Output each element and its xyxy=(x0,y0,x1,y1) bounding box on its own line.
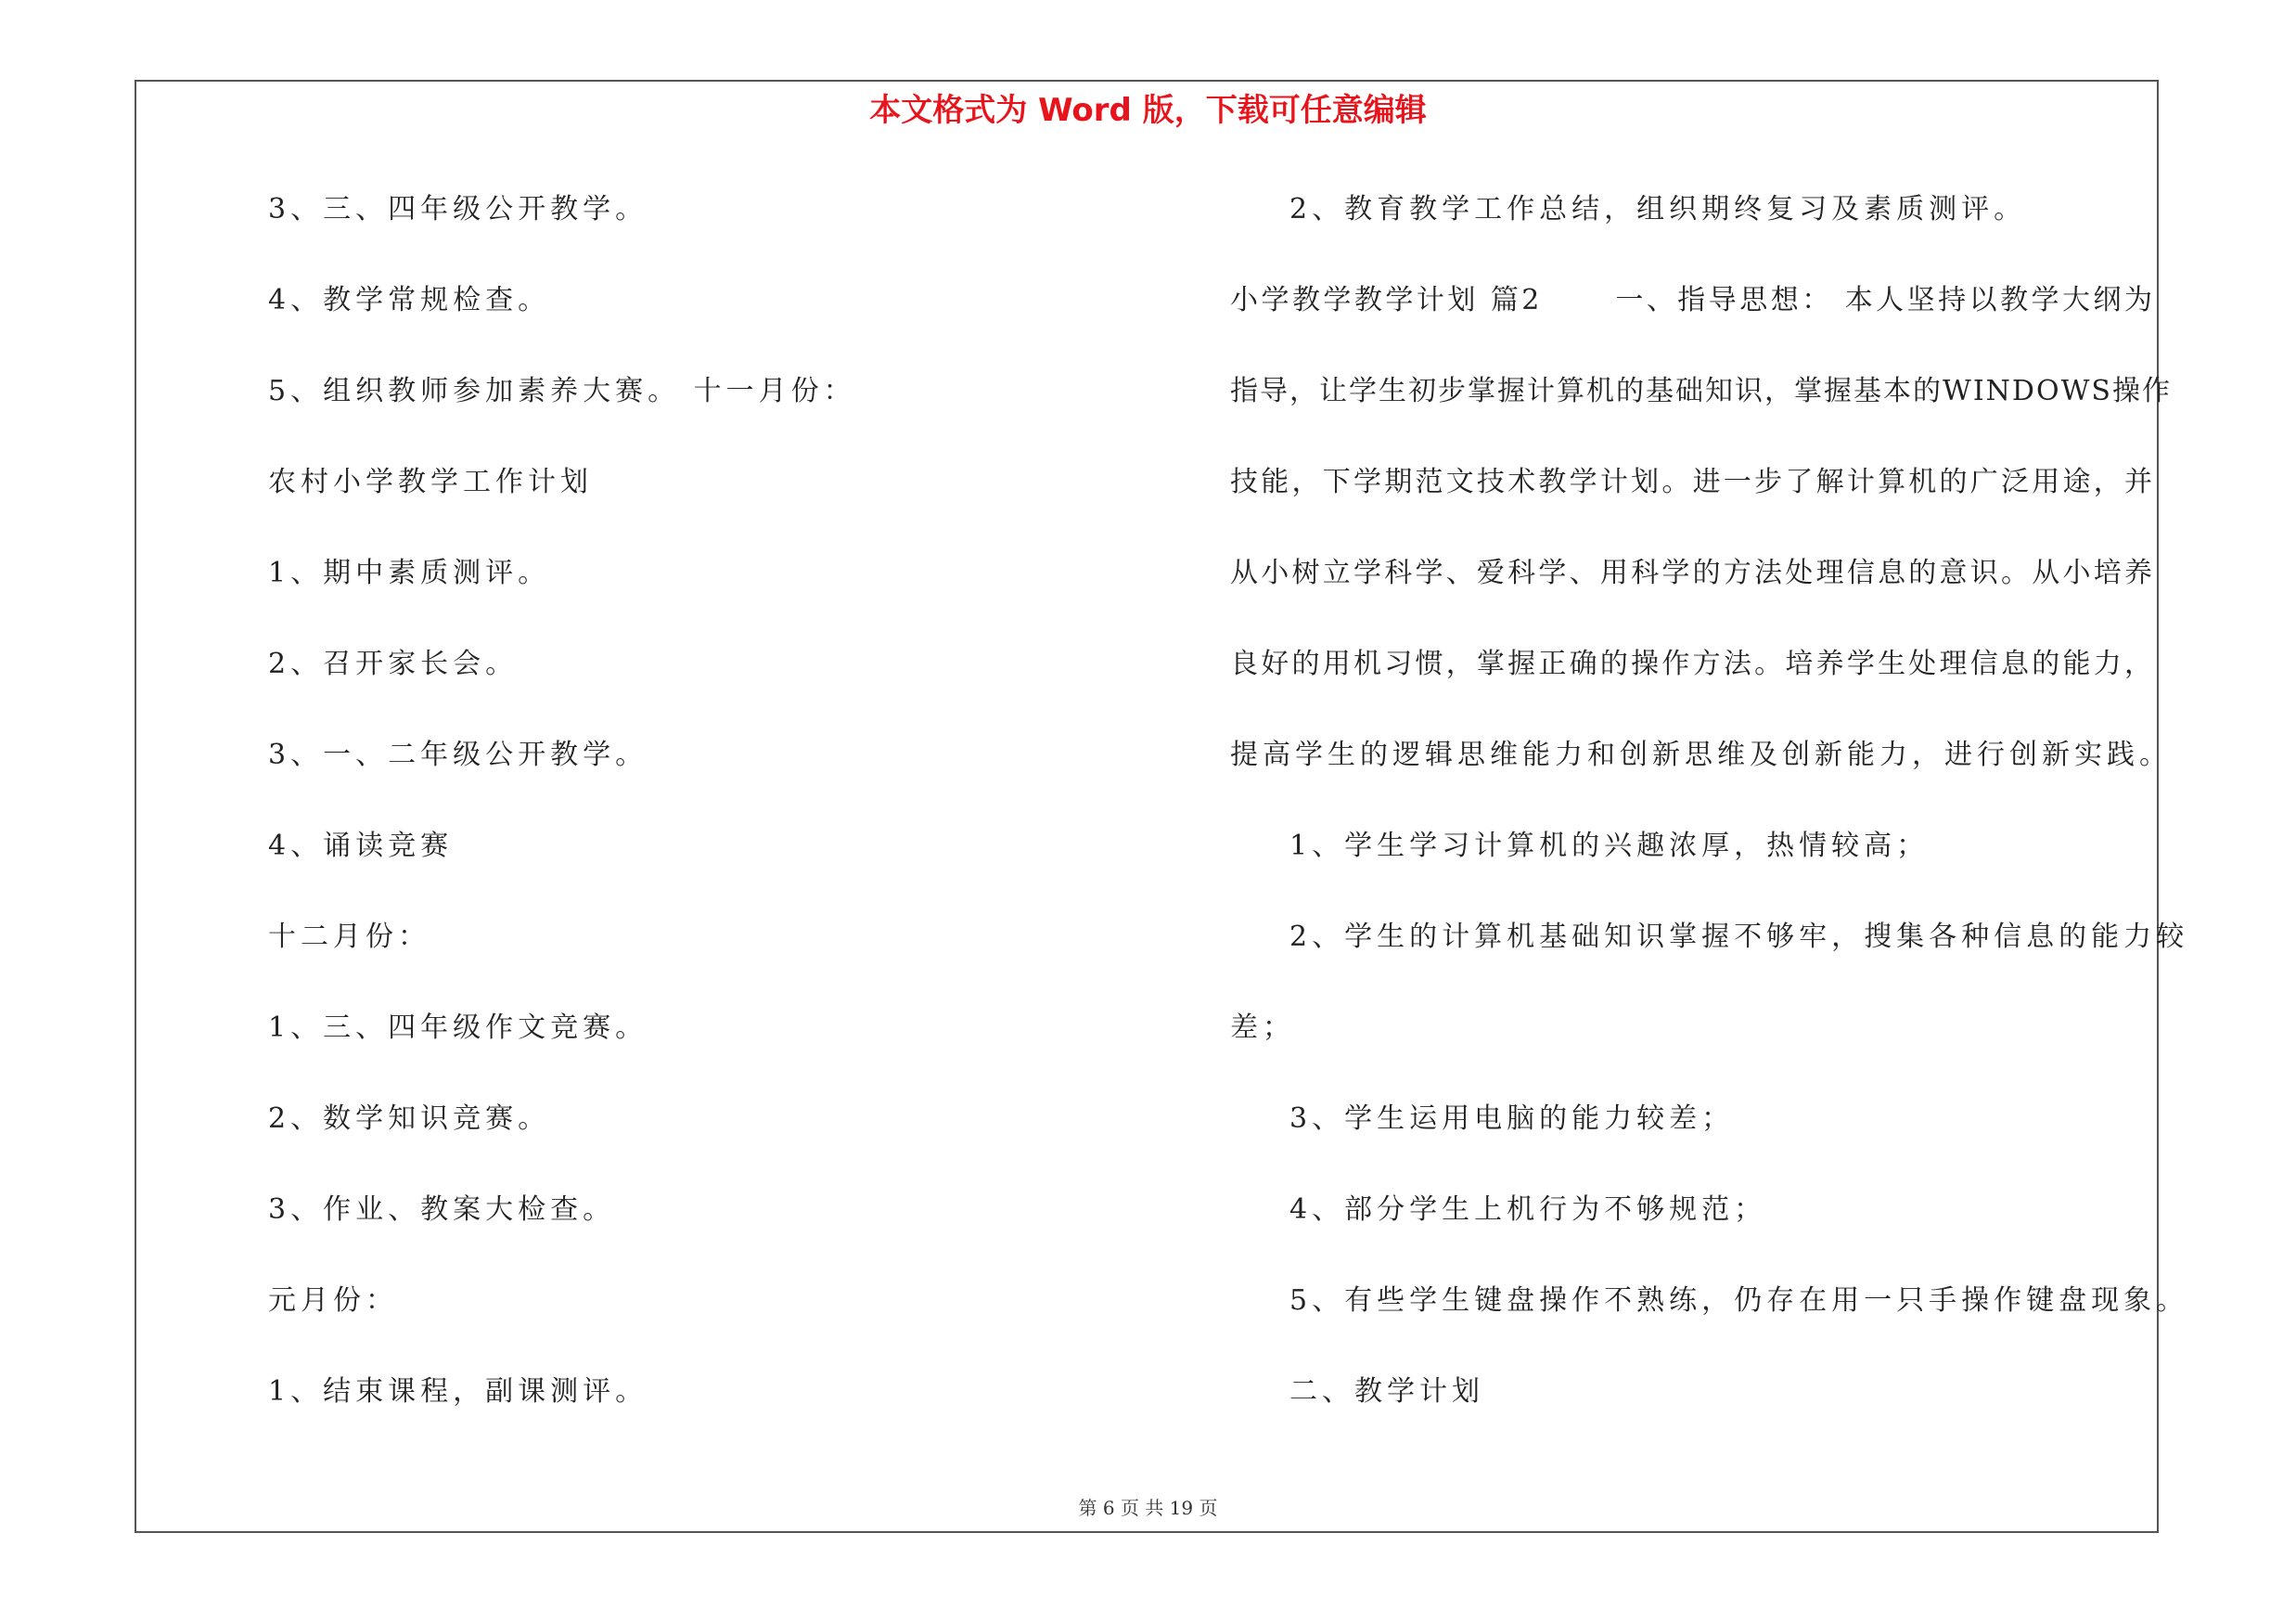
left-line-5: 1、期中素质测评。 xyxy=(268,557,551,589)
right-line-12: 4、部分学生上机行为不够规范； xyxy=(1289,1193,1767,1226)
right-line-10: 差； xyxy=(1230,1011,1295,1044)
left-line-11: 2、数学知识竞赛。 xyxy=(268,1102,551,1135)
left-line-3: 5、组织教师参加素养大赛。 十一月份： xyxy=(268,375,856,407)
right-line-9: 2、学生的计算机基础知识掌握不够牢，搜集各种信息的能力较 xyxy=(1289,921,2189,953)
right-line-11: 3、学生运用电脑的能力较差； xyxy=(1289,1102,1735,1135)
left-line-1: 3、三、四年级公开教学。 xyxy=(268,193,648,225)
left-line-10: 1、三、四年级作文竞赛。 xyxy=(268,1011,648,1044)
right-line-13: 5、有些学生键盘操作不熟练，仍存在用一只手操作键盘现象。 xyxy=(1289,1284,2189,1317)
left-line-7: 3、一、二年级公开教学。 xyxy=(268,739,648,771)
right-line-1: 2、教育教学工作总结，组织期终复习及素质测评。 xyxy=(1289,193,2027,225)
left-line-8: 4、诵读竞赛 xyxy=(268,830,454,862)
left-line-12: 3、作业、教案大检查。 xyxy=(268,1193,616,1226)
right-line-14: 二、教学计划 xyxy=(1289,1375,1484,1408)
page-number-footer: 第 6 页 共 19 页 xyxy=(1078,1497,1218,1519)
right-line-4: 技能，下学期范文技术教学计划。进一步了解计算机的广泛用途，并 xyxy=(1230,466,2154,498)
right-line-8: 1、学生学习计算机的兴趣浓厚，热情较高； xyxy=(1289,830,1930,862)
right-line-3: 指导，让学生初步掌握计算机的基础知识，掌握基本的WINDOWS操作 xyxy=(1230,375,2172,407)
left-line-13: 元月份： xyxy=(268,1284,398,1317)
right-line-5: 从小树立学科学、爱科学、用科学的方法处理信息的意识。从小培养 xyxy=(1230,557,2154,589)
right-line-6: 良好的用机习惯，掌握正确的操作方法。培养学生处理信息的能力， xyxy=(1230,648,2154,680)
left-line-2: 4、教学常规检查。 xyxy=(268,284,551,316)
document-header-title: 本文格式为 Word 版，下载可任意编辑 xyxy=(869,92,1427,129)
left-line-14: 1、结束课程，副课测评。 xyxy=(268,1375,648,1408)
left-line-4: 农村小学教学工作计划 xyxy=(268,466,593,498)
left-line-6: 2、召开家长会。 xyxy=(268,648,519,680)
left-line-9: 十二月份： xyxy=(268,921,430,953)
right-line-7: 提高学生的逻辑思维能力和创新思维及创新能力，进行创新实践。 xyxy=(1230,739,2172,771)
right-line-2: 小学教学教学计划 篇2 一、指导思想： 本人坚持以教学大纲为 xyxy=(1230,284,2154,316)
